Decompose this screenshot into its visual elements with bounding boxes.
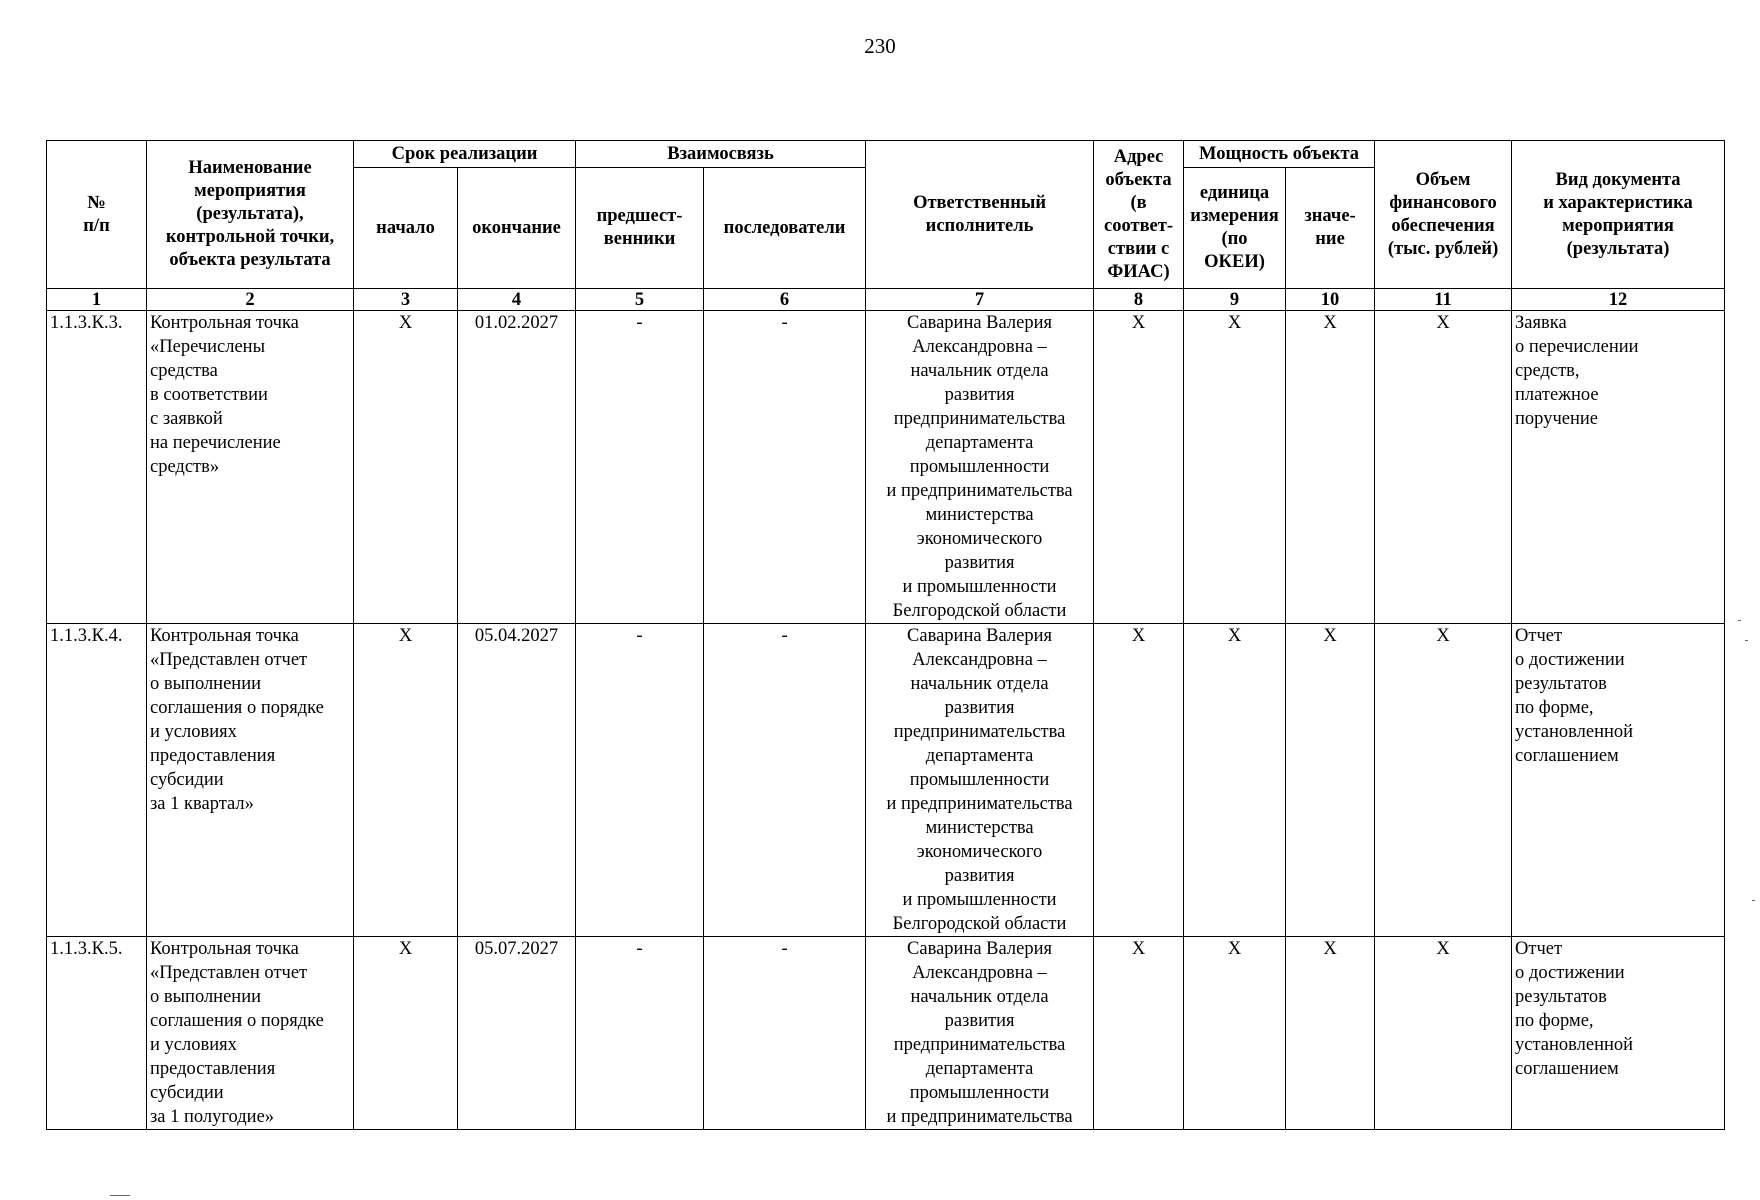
header-address: Адрес объекта (в соответ- ствии с ФИАС) (1094, 141, 1184, 289)
header-finance: Объем финансового обеспечения (тыс. рублей) (1375, 141, 1512, 289)
column-number: 4 (458, 289, 576, 311)
row-address: X (1094, 937, 1184, 1130)
row-finance: X (1375, 937, 1512, 1130)
row-start: X (354, 937, 458, 1130)
scan-speck (1752, 900, 1755, 901)
column-number: 8 (1094, 289, 1184, 311)
row-start: X (354, 624, 458, 937)
row-end: 05.07.2027 (458, 937, 576, 1130)
row-responsible: Саварина Валерия Александровна – начальник отдела развития предпринимательства департамента промышленности и предпринимательства министерства экономического развития и промышленности Белгородской области (866, 311, 1094, 624)
column-numbers-row (47, 289, 1725, 311)
header-capacity-group: Мощность объекта (1184, 141, 1375, 168)
row-name: Контрольная точка «Перечислены средства в соответствии с заявкой на перечисление средств» (147, 311, 354, 624)
row-next: - (704, 311, 866, 624)
column-number: 7 (866, 289, 1094, 311)
row-next: - (704, 937, 866, 1130)
scan-speck (1745, 640, 1748, 641)
table-header (47, 141, 1725, 311)
column-number: 3 (354, 289, 458, 311)
column-number: 2 (147, 289, 354, 311)
row-name: Контрольная точка «Представлен отчет о выполнении соглашения о порядке и условиях предоставления субсидии за 1 полугодие» (147, 937, 354, 1130)
page-number: 230 (864, 34, 896, 58)
header-responsible: Ответственный исполнитель (866, 141, 1094, 289)
column-number: 9 (1184, 289, 1286, 311)
header-cap-value: значе- ние (1286, 168, 1375, 289)
column-number: 5 (576, 289, 704, 311)
scan-speck (1738, 620, 1741, 621)
header-term-group: Срок реализации (354, 141, 576, 168)
header-no: № п/п (47, 141, 147, 289)
scan-speck (110, 1195, 130, 1196)
column-number: 12 (1512, 289, 1725, 311)
row-prev: - (576, 937, 704, 1130)
column-number: 10 (1286, 289, 1375, 311)
row-responsible: Саварина Валерия Александровна – начальник отдела развития предпринимательства департамента промышленности и предпринимательства министерства экономического развития и промышленности Белгородской области (866, 624, 1094, 937)
row-doc: Отчет о достижении результатов по форме, установленной соглашением (1512, 937, 1725, 1130)
column-number: 11 (1375, 289, 1512, 311)
row-no: 1.1.3.К.3. (47, 311, 147, 624)
row-unit: X (1184, 624, 1286, 937)
table-row (47, 311, 1725, 624)
row-prev: - (576, 624, 704, 937)
row-no: 1.1.3.К.4. (47, 624, 147, 937)
row-unit: X (1184, 311, 1286, 624)
header-name: Наименование мероприятия (результата), контрольной точки, объекта результата (147, 141, 354, 289)
row-start: X (354, 311, 458, 624)
row-next: - (704, 624, 866, 937)
row-unit: X (1184, 937, 1286, 1130)
row-end: 05.04.2027 (458, 624, 576, 937)
header-cap-unit: единица измерения (по ОКЕИ) (1184, 168, 1286, 289)
column-number: 6 (704, 289, 866, 311)
table-row (47, 624, 1725, 937)
header-link-group: Взаимосвязь (576, 141, 866, 168)
header-doc: Вид документа и характеристика мероприятия (результата) (1512, 141, 1725, 289)
row-end: 01.02.2027 (458, 311, 576, 624)
row-responsible: Саварина Валерия Александровна – начальник отдела развития предпринимательства департамента промышленности и предпринимательства (866, 937, 1094, 1130)
table-row (47, 937, 1725, 1130)
table-body (47, 311, 1725, 1130)
header-term-start: начало (354, 168, 458, 289)
row-name: Контрольная точка «Представлен отчет о выполнении соглашения о порядке и условиях предоставления субсидии за 1 квартал» (147, 624, 354, 937)
row-finance: X (1375, 624, 1512, 937)
row-no: 1.1.3.К.5. (47, 937, 147, 1130)
row-value: X (1286, 311, 1375, 624)
row-value: X (1286, 937, 1375, 1130)
activity-plan-table (46, 140, 1725, 1130)
row-doc: Заявка о перечислении средств, платежное поручение (1512, 311, 1725, 624)
row-address: X (1094, 311, 1184, 624)
row-prev: - (576, 311, 704, 624)
header-link-next: последователи (704, 168, 866, 289)
column-number: 1 (47, 289, 147, 311)
row-finance: X (1375, 311, 1512, 624)
row-value: X (1286, 624, 1375, 937)
header-link-prev: предшест- венники (576, 168, 704, 289)
header-term-end: окончание (458, 168, 576, 289)
row-doc: Отчет о достижении результатов по форме, установленной соглашением (1512, 624, 1725, 937)
row-address: X (1094, 624, 1184, 937)
